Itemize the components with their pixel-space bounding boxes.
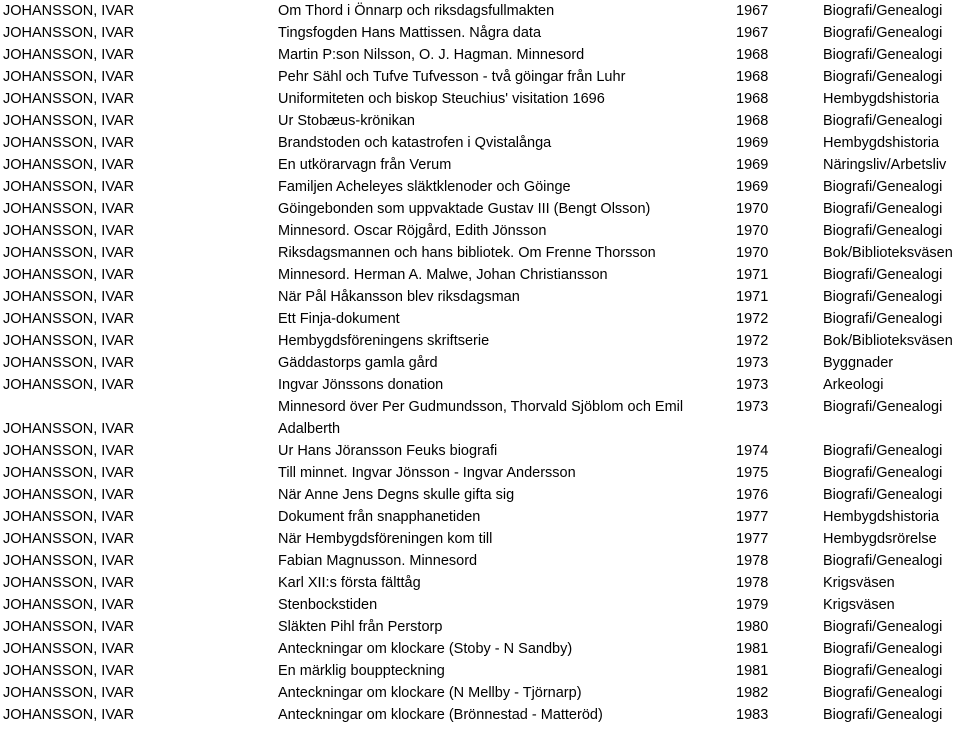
author-cell: JOHANSSON, IVAR xyxy=(3,685,135,701)
title-cell: När Pål Håkansson blev riksdagsman xyxy=(278,289,520,305)
year-cell: 1982 xyxy=(736,685,769,701)
author-cell: JOHANSSON, IVAR xyxy=(3,509,135,525)
category-cell: Krigsväsen xyxy=(823,597,895,613)
author-cell: JOHANSSON, IVAR xyxy=(3,707,135,723)
title-cell: Ur Stobæus-krönikan xyxy=(278,113,415,129)
author-cell: JOHANSSON, IVAR xyxy=(3,333,135,349)
category-cell: Bok/Biblioteksväsen xyxy=(823,245,953,261)
author-cell: JOHANSSON, IVAR xyxy=(3,443,135,459)
category-cell: Biografi/Genealogi xyxy=(823,25,943,41)
author-cell: JOHANSSON, IVAR xyxy=(3,421,135,437)
year-cell: 1976 xyxy=(736,487,769,503)
author-cell: JOHANSSON, IVAR xyxy=(3,69,135,85)
table-row xyxy=(0,308,960,330)
table-row xyxy=(0,682,960,704)
year-cell: 1977 xyxy=(736,531,769,547)
title-cell: Minnesord. Oscar Röjgård, Edith Jönsson xyxy=(278,223,547,239)
table-row xyxy=(0,374,960,396)
title-cell: Tingsfogden Hans Mattissen. Några data xyxy=(278,25,542,41)
year-cell: 1980 xyxy=(736,619,769,635)
author-cell: JOHANSSON, IVAR xyxy=(3,663,135,679)
author-cell: JOHANSSON, IVAR xyxy=(3,135,135,151)
table-row xyxy=(0,198,960,220)
table-row xyxy=(0,22,960,44)
table-row xyxy=(0,462,960,484)
author-cell: JOHANSSON, IVAR xyxy=(3,311,135,327)
category-cell: Hembygdshistoria xyxy=(823,135,940,151)
table-row xyxy=(0,352,960,374)
table-row xyxy=(0,44,960,66)
title-cell: Anteckningar om klockare (Stoby - N Sandby) xyxy=(278,641,573,657)
author-cell: JOHANSSON, IVAR xyxy=(3,619,135,635)
table-row xyxy=(0,484,960,506)
table-row xyxy=(0,638,960,660)
author-cell: JOHANSSON, IVAR xyxy=(3,157,135,173)
title-cell: Hembygdsföreningens skriftserie xyxy=(278,333,490,349)
author-cell: JOHANSSON, IVAR xyxy=(3,597,135,613)
table-row xyxy=(0,264,960,286)
title-cell: Anteckningar om klockare (Brönnestad - Matteröd) xyxy=(278,707,603,723)
table-row xyxy=(0,88,960,110)
category-cell: Hembygdshistoria xyxy=(823,91,940,107)
table-row xyxy=(0,286,960,308)
category-cell: Biografi/Genealogi xyxy=(823,465,943,481)
title-cell: Stenbockstiden xyxy=(278,597,378,613)
title-cell: Anteckningar om klockare (N Mellby - Tjörnarp) xyxy=(278,685,582,701)
author-cell: JOHANSSON, IVAR xyxy=(3,113,135,129)
author-cell: JOHANSSON, IVAR xyxy=(3,487,135,503)
table-row xyxy=(0,440,960,462)
year-cell: 1978 xyxy=(736,575,769,591)
category-cell: Hembygdsrörelse xyxy=(823,531,937,547)
year-cell: 1981 xyxy=(736,663,769,679)
table-row xyxy=(0,154,960,176)
year-cell: 1967 xyxy=(736,3,769,19)
author-cell: JOHANSSON, IVAR xyxy=(3,91,135,107)
table-row xyxy=(0,110,960,132)
year-cell: 1977 xyxy=(736,509,769,525)
year-cell: 1978 xyxy=(736,553,769,569)
category-cell: Biografi/Genealogi xyxy=(823,69,943,85)
table-row xyxy=(0,66,960,88)
category-cell: Biografi/Genealogi xyxy=(823,663,943,679)
title-cell: Gäddastorps gamla gård xyxy=(278,355,438,371)
category-cell: Biografi/Genealogi xyxy=(823,707,943,723)
title-cell: Minnesord över Per Gudmundsson, Thorvald Sjöblom och Emil Adalberth xyxy=(278,399,684,437)
title-cell: Karl XII:s första fälttåg xyxy=(278,575,421,591)
title-cell: Släkten Pihl från Perstorp xyxy=(278,619,443,635)
category-cell: Biografi/Genealogi xyxy=(823,267,943,283)
author-cell: JOHANSSON, IVAR xyxy=(3,201,135,217)
title-cell: När Anne Jens Degns skulle gifta sig xyxy=(278,487,515,503)
table-row xyxy=(0,330,960,352)
author-cell: JOHANSSON, IVAR xyxy=(3,3,135,19)
author-cell: JOHANSSON, IVAR xyxy=(3,47,135,63)
year-cell: 1970 xyxy=(736,223,769,239)
category-cell: Biografi/Genealogi xyxy=(823,311,943,327)
category-cell: Biografi/Genealogi xyxy=(823,47,943,63)
title-cell: Ur Hans Jöransson Feuks biografi xyxy=(278,443,498,459)
table-row xyxy=(0,396,960,440)
year-cell: 1970 xyxy=(736,245,769,261)
title-cell: En märklig bouppteckning xyxy=(278,663,445,679)
year-cell: 1970 xyxy=(736,201,769,217)
category-cell: Biografi/Genealogi xyxy=(823,223,943,239)
table-row xyxy=(0,220,960,242)
title-cell: Uniformiteten och biskop Steuchius' visitation 1696 xyxy=(278,91,605,107)
year-cell: 1971 xyxy=(736,289,769,305)
category-cell: Arkeologi xyxy=(823,377,884,393)
author-cell: JOHANSSON, IVAR xyxy=(3,465,135,481)
year-cell: 1979 xyxy=(736,597,769,613)
table-row xyxy=(0,242,960,264)
year-cell: 1972 xyxy=(736,333,769,349)
title-cell: Till minnet. Ingvar Jönsson - Ingvar Andersson xyxy=(278,465,576,481)
category-cell: Biografi/Genealogi xyxy=(823,619,943,635)
author-cell: JOHANSSON, IVAR xyxy=(3,531,135,547)
year-cell: 1981 xyxy=(736,641,769,657)
year-cell: 1969 xyxy=(736,135,769,151)
author-cell: JOHANSSON, IVAR xyxy=(3,223,135,239)
author-cell: JOHANSSON, IVAR xyxy=(3,641,135,657)
year-cell: 1968 xyxy=(736,47,769,63)
title-cell: Minnesord. Herman A. Malwe, Johan Christiansson xyxy=(278,267,608,283)
title-cell: Pehr Sähl och Tufve Tufvesson - två göingar från Luhr xyxy=(278,69,626,85)
table-row xyxy=(0,528,960,550)
category-cell: Biografi/Genealogi xyxy=(823,289,943,305)
category-cell: Biografi/Genealogi xyxy=(823,487,943,503)
category-cell: Byggnader xyxy=(823,355,894,371)
table-row xyxy=(0,0,960,22)
year-cell: 1968 xyxy=(736,113,769,129)
title-cell: Om Thord i Önnarp och riksdagsfullmakten xyxy=(278,3,555,19)
year-cell: 1969 xyxy=(736,179,769,195)
category-cell: Biografi/Genealogi xyxy=(823,553,943,569)
category-cell: Biografi/Genealogi xyxy=(823,201,943,217)
category-cell: Biografi/Genealogi xyxy=(823,179,943,195)
title-cell: Ett Finja-dokument xyxy=(278,311,400,327)
table-row xyxy=(0,176,960,198)
category-cell: Biografi/Genealogi xyxy=(823,685,943,701)
title-cell: Ingvar Jönssons donation xyxy=(278,377,444,393)
category-cell: Hembygdshistoria xyxy=(823,509,940,525)
table-row xyxy=(0,616,960,638)
year-cell: 1973 xyxy=(736,355,769,371)
category-cell: Bok/Biblioteksväsen xyxy=(823,333,953,349)
title-cell: Göingebonden som uppvaktade Gustav III (Bengt Olsson) xyxy=(278,201,651,217)
category-cell: Biografi/Genealogi xyxy=(823,3,943,19)
category-cell: Biografi/Genealogi xyxy=(823,443,943,459)
year-cell: 1968 xyxy=(736,91,769,107)
table-row xyxy=(0,594,960,616)
table-row xyxy=(0,572,960,594)
title-cell: När Hembygdsföreningen kom till xyxy=(278,531,493,547)
category-cell: Biografi/Genealogi xyxy=(823,641,943,657)
title-cell: Martin P:son Nilsson, O. J. Hagman. Minnesord xyxy=(278,47,585,63)
author-cell: JOHANSSON, IVAR xyxy=(3,179,135,195)
category-cell: Biografi/Genealogi xyxy=(823,113,943,129)
year-cell: 1973 xyxy=(736,377,769,393)
author-cell: JOHANSSON, IVAR xyxy=(3,355,135,371)
author-cell: JOHANSSON, IVAR xyxy=(3,575,135,591)
category-cell: Biografi/Genealogi xyxy=(823,399,943,415)
author-cell: JOHANSSON, IVAR xyxy=(3,289,135,305)
table-row xyxy=(0,506,960,528)
table-row xyxy=(0,660,960,682)
title-cell: Riksdagsmannen och hans bibliotek. Om Frenne Thorsson xyxy=(278,245,656,261)
year-cell: 1974 xyxy=(736,443,769,459)
category-cell: Näringsliv/Arbetsliv xyxy=(823,157,947,173)
title-cell: Fabian Magnusson. Minnesord xyxy=(278,553,478,569)
year-cell: 1973 xyxy=(736,399,769,415)
year-cell: 1972 xyxy=(736,311,769,327)
author-cell: JOHANSSON, IVAR xyxy=(3,25,135,41)
table-row xyxy=(0,704,960,726)
year-cell: 1969 xyxy=(736,157,769,173)
title-cell: En utkörarvagn från Verum xyxy=(278,157,452,173)
title-cell: Brandstoden och katastrofen i Qvistalånga xyxy=(278,135,552,151)
category-cell: Krigsväsen xyxy=(823,575,895,591)
author-cell: JOHANSSON, IVAR xyxy=(3,267,135,283)
table-row xyxy=(0,132,960,154)
year-cell: 1975 xyxy=(736,465,769,481)
author-cell: JOHANSSON, IVAR xyxy=(3,245,135,261)
year-cell: 1967 xyxy=(736,25,769,41)
table-row xyxy=(0,550,960,572)
author-cell: JOHANSSON, IVAR xyxy=(3,553,135,569)
author-cell: JOHANSSON, IVAR xyxy=(3,377,135,393)
year-cell: 1971 xyxy=(736,267,769,283)
year-cell: 1983 xyxy=(736,707,769,723)
title-cell: Dokument från snapphanetiden xyxy=(278,509,481,525)
year-cell: 1968 xyxy=(736,69,769,85)
title-cell: Familjen Acheleyes släktklenoder och Göinge xyxy=(278,179,571,195)
